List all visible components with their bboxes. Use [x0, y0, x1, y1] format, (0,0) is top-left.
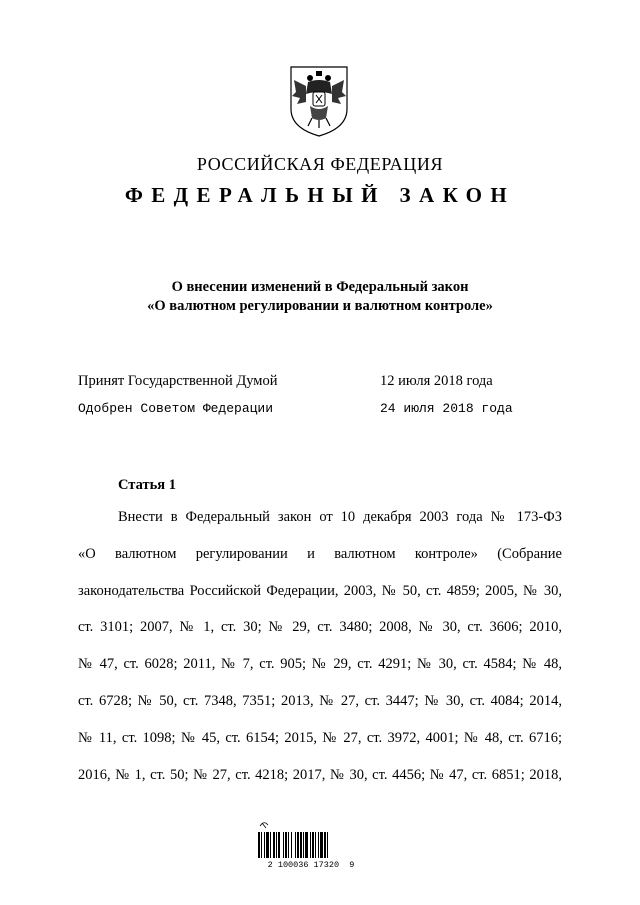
adoption-label: Принят Государственной Думой	[78, 373, 278, 389]
article-line: ст. 3101; 2007, № 1, ст. 30; № 29, ст. 3480; 2008, № 30, ст. 3606; 2010,	[78, 619, 562, 636]
article-line: № 47, ст. 6028; 2011, № 7, ст. 905; № 29, ст. 4291; № 30, ст. 4584; № 48,	[78, 656, 562, 673]
document-type: ФЕДЕРАЛЬНЫЙ ЗАКОН	[124, 183, 516, 207]
adoption-date: 24 июля 2018 года	[380, 401, 513, 416]
law-title-line-2: «О валютном регулировании и валютном контроле»	[147, 298, 493, 314]
article-line: № 11, ст. 1098; № 45, ст. 6154; 2015, № 27, ст. 3972, 4001; № 48, ст. 6716;	[78, 729, 562, 746]
article-heading: Статья 1	[118, 477, 176, 493]
law-title	[0, 278, 640, 316]
article-line: 2016, № 1, ст. 50; № 27, ст. 4218; 2017, № 30, ст. 4456; № 47, ст. 6851; 2018,	[78, 766, 562, 783]
barcode-number: 2 100036 17320 9	[267, 860, 355, 870]
barcode	[254, 818, 364, 880]
adoption-label: Одобрен Советом Федерации	[78, 401, 274, 416]
article-line: ст. 6728; № 50, ст. 7348, 7351; 2013, № 27, ст. 3447; № 30, ст. 4084; 2014,	[78, 692, 562, 709]
article-body	[78, 505, 562, 799]
russian-coat-of-arms-icon	[288, 64, 350, 138]
article-line: законодательства Российской Федерации, 2003, № 50, ст. 4859; 2005, № 30,	[78, 582, 562, 599]
article-line: «О валютном регулировании и валютном контроле» (Собрание	[78, 545, 562, 562]
article-line: Внести в Федеральный закон от 10 декабря 2003 года № 173-ФЗ	[118, 509, 562, 525]
country-name: РОССИЙСКАЯ ФЕДЕРАЦИЯ	[196, 154, 444, 174]
adoption-date: 12 июля 2018 года	[380, 373, 493, 389]
law-title-line-1: О внесении изменений в Федеральный закон	[171, 279, 469, 295]
